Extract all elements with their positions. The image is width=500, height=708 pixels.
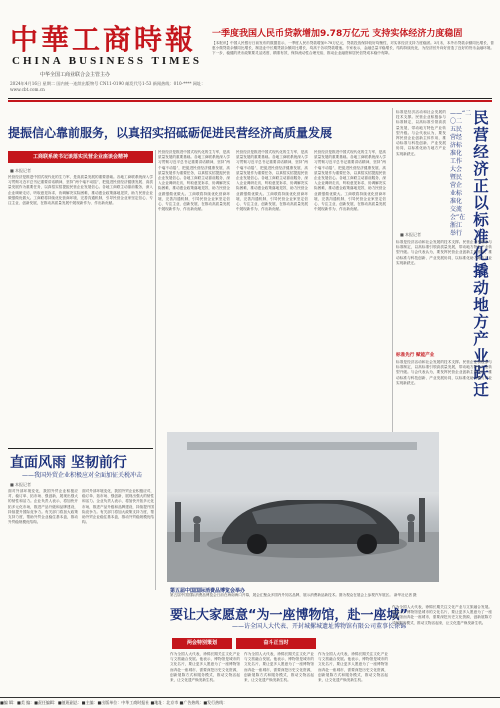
side-feature-subtitle: ——“二〇二五民营经济标准化工作大会暨民营企业标准化交流会”在浙江举行	[450, 110, 472, 237]
photo-caption: 第五届中国国际消费品博览会日前在海南海口开幕，展会汇聚众多国内外知名品牌，展示消费新品新技术。图为观众在展会上参观汽车展区。 新华社记者 摄	[170, 593, 417, 597]
lead-body-col2: 民营经济是推进中国式现代化的生力军，是高质量发展的重要基础。各地工商联系统深入学习贯彻习近平总书记重要讲话精神，坚持“两个毫不动摇”，把促进民营经济健康发展、高质量发展作为重要任务，以真招实招提振民营企业发展信心。各地工商联主动靠前服务，深入企业调研走访，听取意见诉求，协调解决实际困难，推动惠企政策落地见效，助力民营企业做强做优做大。工商联将持续优化营商环境，完善沟通机制，引导民营企业家坚定信心、专注主业、创新发展，在推动高质量发展中展现新作为、作出新贡献。	[158, 150, 230, 212]
section-divider	[8, 448, 153, 449]
lead-headline: 提振信心靠前服务，以真招实招砥砺促进民营经济高质量发展	[8, 126, 333, 140]
column-rule	[392, 108, 393, 433]
bottom-body-col2: 作为全国人大代表，徐锦长期关注文化产业与文旅融合发展。他表示，博物馆是城市的文化名片，要让更多人愿意为了一座博物馆而奔赴一座城市，需要深挖历史文化资源，创新展陈方式和服务模式，推动文物活起来，让文化遗产焕发新生机。	[244, 652, 314, 683]
lead-body-col1: 民营经济是推进中国式现代化的生力军，是高质量发展的重要基础。各地工商联系统深入学习贯彻习近平总书记重要讲话精神，坚持“两个毫不动摇”，把促进民营经济健康发展、高质量发展作为重要任务，以真招实招提振民营企业发展信心。各地工商联主动靠前服务，深入企业调研走访，听取意见诉求，协调解决实际困难，推动惠企政策落地见效，助力民营企业做强做优做大。工商联将持续优化营商环境，完善沟通机制，引导民营企业家坚定信心、专注主业、创新发展，在推动高质量发展中展现新作为、作出新贡献。	[8, 175, 153, 206]
news-photo	[167, 432, 439, 582]
bottom-headline: 要让大家愿意“为一座博物馆，赴一座城”	[170, 608, 409, 623]
feature-headline: 直面风雨 坚韧前行	[10, 455, 127, 471]
photo-caption-title: 第五届中国国际消费品博览会举办	[170, 588, 246, 594]
masthead-title: 中華工商時報	[10, 23, 197, 56]
masthead-divider	[8, 98, 492, 99]
car-exhibition-photo	[167, 432, 439, 582]
bottom-subhead: ——访全国人大代表、开封城摞城遗址博物馆有限公司董事长徐锦	[232, 623, 407, 630]
masthead-title-en: CHINA BUSINESS TIMES	[12, 55, 203, 67]
feature-body-col1: 面对外部环境变化，我国外贸企业积极应对，稳订单、拓市场、强创新，展现出强大的韧性和活力。企业负责人表示，将加快开拓多元化市场，推进产品升级和品牌建设，持续提升国际竞争力。有关部门将加大政策支持力度，帮助外贸企业稳住基本盘，推动外贸稳规模优结构。	[8, 489, 78, 525]
side-feature-body-3: 标准是经济活动和社会发展的技术支撑。民营企业积极参与标准制定，以高标准引领高质量发展，带动地方特色产业转型升级。与会代表认为，要发挥民营企业创新主体作用，推动标准与科技创新、产业发展协同，以标准化助力地方产业实现新跃迁。	[396, 360, 492, 385]
masthead-slogan: 中华全国工商业联合会主管主办	[40, 72, 111, 78]
lead-byline: ■ 本报记者	[10, 168, 32, 173]
column-rule	[155, 150, 156, 590]
feature-byline: ■ 本报记者	[10, 482, 32, 487]
side-feature-body-2: 标准是经济活动和社会发展的技术支撑。民营企业积极参与标准制定，以高标准引领高质量发展，带动地方特色产业转型升级。与会代表认为，要发挥民营企业创新主体作用，推动标准与科技创新、产业发展协同，以标准化助力地方产业实现新跃迁。	[396, 240, 492, 265]
feature-subhead: ——我国外贸企业积极应对全面加征关税冲击	[22, 472, 143, 479]
lead-body-col4: 民营经济是推进中国式现代化的生力军，是高质量发展的重要基础。各地工商联系统深入学习贯彻习近平总书记重要讲话精神，坚持“两个毫不动摇”，把促进民营经济健康发展、高质量发展作为重要任务，以真招实招提振民营企业发展信心。各地工商联主动靠前服务，深入企业调研走访，听取意见诉求，协调解决实际困难，推动惠企政策落地见效，助力民营企业做强做优做大。工商联将持续优化营商环境，完善沟通机制，引导民营企业家坚定信心、专注主业、创新发展，在推动高质量发展中展现新作为、作出新贡献。	[314, 150, 386, 212]
bottom-body-col1: 作为全国人大代表，徐锦长期关注文化产业与文旅融合发展。他表示，博物馆是城市的文化名片，要让更多人愿意为了一座博物馆而奔赴一座城市，需要深挖历史文化资源，创新展陈方式和服务模式，推动文物活起来，让文化遗产焕发新生机。	[170, 652, 240, 683]
bottom-body-col3: 作为全国人大代表，徐锦长期关注文化产业与文旅融合发展。他表示，博物馆是城市的文化名片，要让更多人愿意为了一座博物馆而奔赴一座城市，需要深挖历史文化资源，创新展陈方式和服务模式，推动文物活起来，让文化遗产焕发新生机。	[318, 652, 388, 683]
top-story-headline: 一季度我国人民币贷款增加9.78万亿元 支持实体经济力度稳固	[212, 29, 463, 39]
bottom-label-special: 两会特别策划	[172, 638, 232, 649]
top-story-body: 【本报讯】中国人民银行日前发布的数据显示，一季度人民币贷款增加9.78万亿元，贷款投放保持较好均衡性，对实体经济支持力度稳固。3月末，本外币贷款余额同比增长，普惠小微贷款余额同比增长，制造业中长期贷款余额同比增长，均高于各项贷款增速。专家表示，金融总量平稳增长，结构持续优化，为经济回升向好营造了良好的货币金融环境。下一步，稳健的货币政策要灵活适度、精准有效，保持流动性合理充裕，推动企业融资和居民信贷成本稳中有降。	[212, 41, 494, 56]
side-feature-body: 标准是经济活动和社会发展的技术支撑。民营企业积极参与标准制定，以高标准引领高质量发展，带动地方特色产业转型升级。与会代表认为，要发挥民营企业创新主体作用，推动标准与科技创新、产业发展协同，以标准化助力地方产业实现新跃迁。	[396, 110, 446, 156]
bottom-label-struggle: 奋斗正当时	[236, 638, 316, 649]
side-feature-byline: ■ 本报记者	[400, 232, 422, 237]
lead-tag-bar: 工商联系统书记谈落实民营企业座谈会精神	[8, 151, 153, 163]
masthead-info: 2024年4月16日 星期二 国内统一连续出版物号 CN11-0190 邮发代号1-53 新闻热线：010-**** 网址：www.cbt.com.cn	[10, 81, 206, 92]
lead-body-col3: 民营经济是推进中国式现代化的生力军，是高质量发展的重要基础。各地工商联系统深入学习贯彻习近平总书记重要讲话精神，坚持“两个毫不动摇”，把促进民营经济健康发展、高质量发展作为重要任务，以真招实招提振民营企业发展信心。各地工商联主动靠前服务，深入企业调研走访，听取意见诉求，协调解决实际困难，推动惠企政策落地见效，助力民营企业做强做优做大。工商联将持续优化营商环境，完善沟通机制，引导民营企业家坚定信心、专注主业、创新发展，在推动高质量发展中展现新作为、作出新贡献。	[236, 150, 308, 212]
page-footer: ■编 辑：■美 编：■责任编辑：■值班副总：■主编：■出版单位：中华工商时报社 ■地址：北京市 ■广告热线：■发行热线：	[0, 697, 500, 708]
bottom-body-col4: 作为全国人大代表，徐锦长期关注文化产业与文旅融合发展。他表示，博物馆是城市的文化名片，要让更多人愿意为了一座博物馆而奔赴一座城市，需要深挖历史文化资源，创新展陈方式和服务模式，推动文物活起来，让文化遗产焕发新生机。	[392, 605, 492, 625]
side-feature-title: 民营经济正以标准化撬动地方产业跃迁	[473, 109, 489, 399]
feature-body-col2: 面对外部环境变化，我国外贸企业积极应对，稳订单、拓市场、强创新，展现出强大的韧性和活力。企业负责人表示，将加快开拓多元化市场，推进产品升级和品牌建设，持续提升国际竞争力。有关部门将加大政策支持力度，帮助外贸企业稳住基本盘，推动外贸稳规模优结构。	[82, 489, 154, 525]
side-section-label: 标准先行 赋能产业	[396, 353, 435, 358]
masthead-divider-red	[8, 100, 492, 102]
